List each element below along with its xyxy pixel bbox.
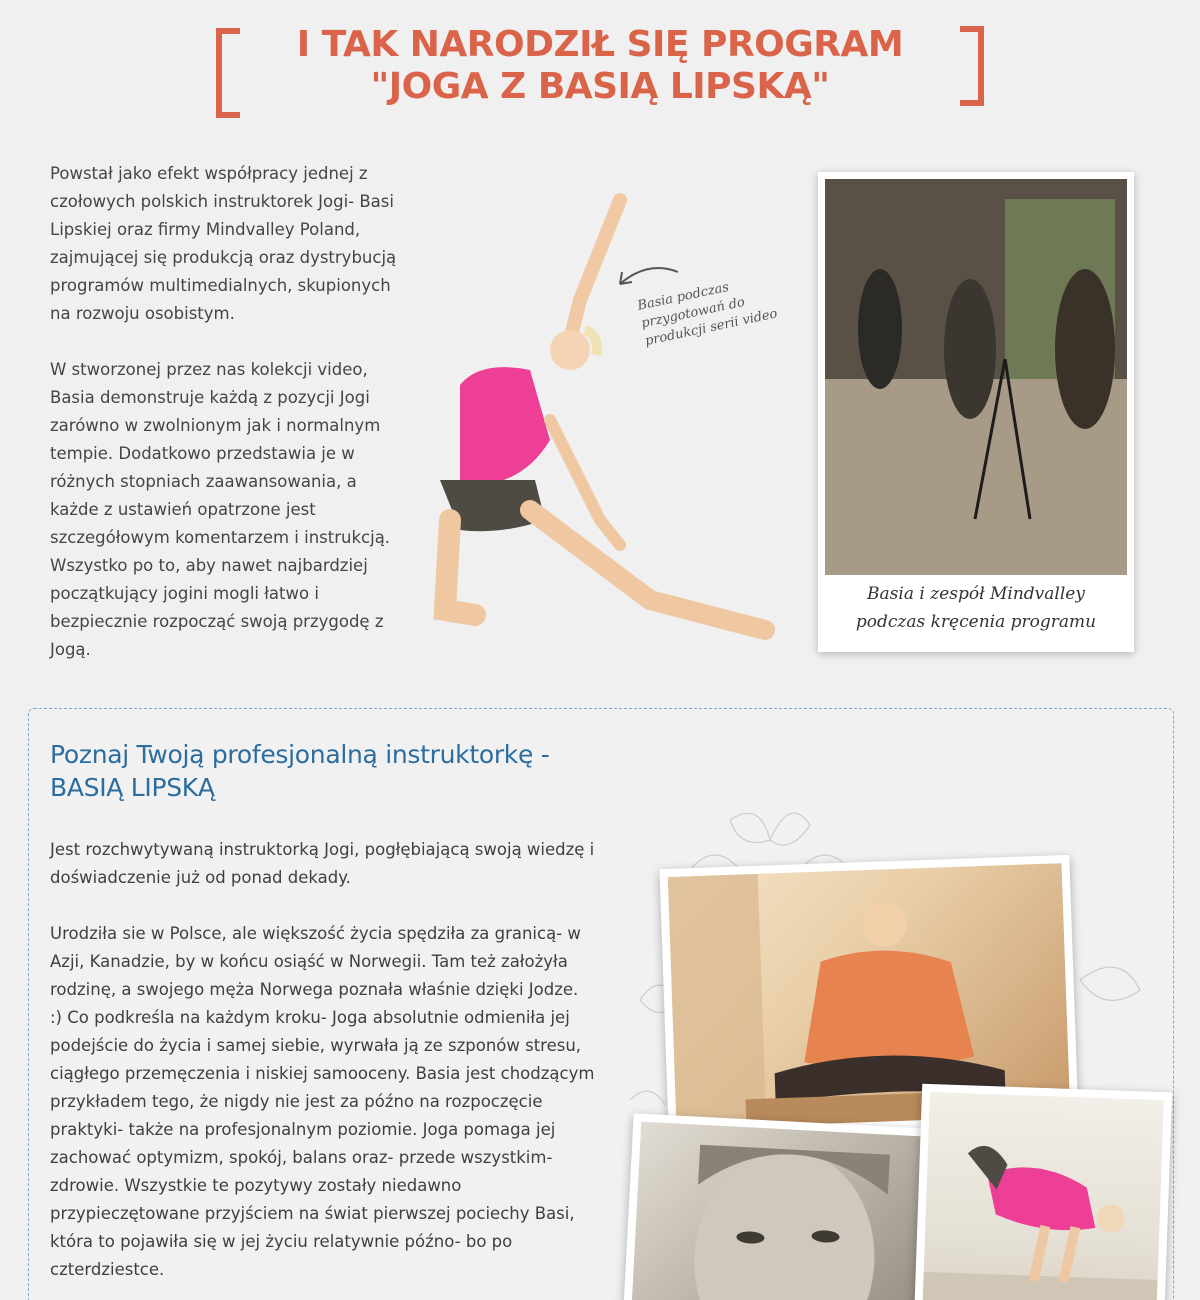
polaroid-caption (818, 580, 1134, 636)
page-header (0, 0, 1200, 130)
instructor-text (50, 836, 595, 1284)
title-line-1: I TAK NARODZIŁ SIĘ PROGRAM (296, 24, 904, 65)
polaroid-photo (818, 172, 1134, 652)
yoga-pose-image (420, 190, 780, 650)
title-line-2: "JOGA Z BASIĄ LIPSKĄ" (370, 66, 830, 107)
intro-text (50, 160, 400, 664)
right-bracket-decoration (960, 26, 984, 106)
page-title (250, 24, 950, 108)
instructor-title: Poznaj Twoją profesjonalną instruktorkę - BASIĄ LIPSKĄ (50, 740, 550, 802)
film-crew-photo (825, 179, 1127, 575)
left-bracket-decoration (216, 28, 240, 118)
instructor-paragraph-2: Urodziła sie w Polsce, ale większość życia spędziła za granicą- w Azji, Kanadzie, by w końcu osiąść w Norwegii. Tam też założyła rodzinę, a swojego męża Norwega poznała właśnie dzięki Jodze. :) Co podkreśla na każdym kroku- Joga absolutnie odmieniła jej podejście do życia i samej siebie, wyrwała ją ze szponów stresu, ciągłego przemęczenia i niskiej samooceny. Basia jest chodzącym przykładem tego, że nigdy nie jest za późno na rozpoczęcie praktyki- także na profesjonalnym poziomie. Joga pomaga jej zachować optymizm, spokój, balans oraz- przede wszystkim- zdrowie. Wszystkie te pozytywy zostały niedawno przypieczętowane przyjściem na świat pierwszej pociechy Basi, która to pojawiła się w jej życiu relatywnie późno- bo po czterdziestce. (50, 924, 595, 1279)
film-crew-illustration (825, 179, 1127, 575)
instructor-paragraph-1: Jest rozchwytywaną instruktorką Jogi, pogłębiającą swoją wiedzę i doświadczenie już od ponad dekady. (50, 840, 595, 887)
caption-line-1: Basia i zespół Mindvalley (867, 584, 1085, 604)
intro-paragraph-1: Powstał jako efekt współpracy jednej z czołowych polskich instruktorek Jogi- Basi Lipskiej oraz firmy Mindvalley Poland, zajmującej się produkcją oraz dystrybucją programów multimedialnych, skupionych na rozwoju osobistym. (50, 164, 397, 323)
crow-pose-photo (914, 1084, 1172, 1300)
crow-pose-photo-image (922, 1092, 1164, 1300)
crow-pose-illustration (922, 1092, 1164, 1300)
intro-paragraph-2: W stworzonej przez nas kolekcji video, Basia demonstruje każdą z pozycji Jogi zarówno w zwolnionym jak i normalnym tempie. Dodatkowo przedstawia je w różnych stopniach zaawansowania, a każde z ustawień opatrzone jest szczegółowym komentarzem i instrukcją. Wszystko po to, aby nawet najbardziej początkujący jogini mogli łatwo i bezpiecznie rozpocząć swoją przygodę z Jogą. (50, 360, 391, 659)
caption-line-2: podczas kręcenia programu (855, 612, 1097, 632)
handwritten-note: Basia podczas przygotowań do produkcji serii video (636, 279, 779, 350)
